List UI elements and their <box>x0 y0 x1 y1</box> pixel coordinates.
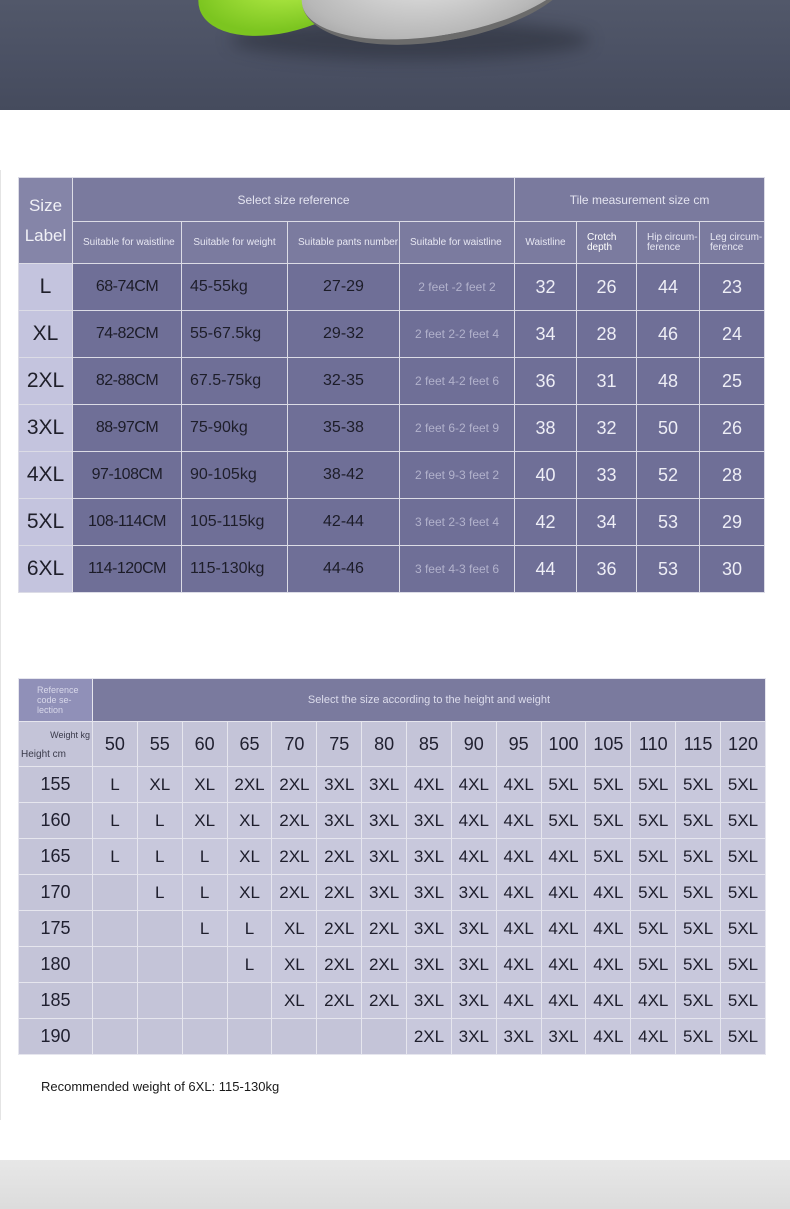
height-row <box>19 1019 766 1055</box>
weight-range: 115-130kg <box>182 546 288 593</box>
size-cell: 3XL <box>451 911 496 947</box>
measurement-2: 48 <box>637 358 700 405</box>
size-cell <box>137 983 182 1019</box>
size-cell: 5XL <box>631 947 676 983</box>
measurement-2: 50 <box>637 405 700 452</box>
size-cell: 2XL <box>317 947 362 983</box>
size-cell: 4XL <box>631 983 676 1019</box>
size-cell: 5XL <box>676 839 721 875</box>
measurement-2: 52 <box>637 452 700 499</box>
size-cell: 3XL <box>451 875 496 911</box>
size-cell: 3XL <box>407 875 452 911</box>
pants-number: 32-35 <box>288 358 400 405</box>
sub-header-0: Suitable for waistline <box>73 222 182 264</box>
size-cell: L <box>182 911 227 947</box>
weight-header: 110 <box>631 722 676 767</box>
size-cell: 5XL <box>586 767 631 803</box>
size-cell: 2XL <box>272 767 317 803</box>
size-cell: 5XL <box>676 983 721 1019</box>
size-cell: L <box>93 839 138 875</box>
measurement-1: 34 <box>577 499 637 546</box>
sub-header-7: Leg circum-ference <box>700 222 765 264</box>
size-cell: L <box>227 947 272 983</box>
size-cell: L <box>137 875 182 911</box>
measurement-1: 31 <box>577 358 637 405</box>
weight-range: 105-115kg <box>182 499 288 546</box>
size-cell: L <box>137 839 182 875</box>
height-header: 185 <box>19 983 93 1019</box>
size-row <box>19 358 765 405</box>
height-header: 165 <box>19 839 93 875</box>
size-cell: L <box>93 767 138 803</box>
measurement-0: 44 <box>515 546 577 593</box>
size-cell: 4XL <box>586 947 631 983</box>
size-cell: 2XL <box>272 875 317 911</box>
size-cell: XL <box>182 803 227 839</box>
size-spec-table <box>18 177 765 593</box>
measurement-2: 53 <box>637 499 700 546</box>
size-cell: 5XL <box>631 803 676 839</box>
size-cell: 5XL <box>631 875 676 911</box>
size-cell: 3XL <box>317 803 362 839</box>
weight-header: 60 <box>182 722 227 767</box>
measurement-1: 28 <box>577 311 637 358</box>
size-cell: 5XL <box>676 911 721 947</box>
size-cell: 2XL <box>317 983 362 1019</box>
size-cell: 3XL <box>407 947 452 983</box>
measurement-0: 38 <box>515 405 577 452</box>
measurement-3: 23 <box>700 264 765 311</box>
height-row <box>19 875 766 911</box>
measurement-3: 29 <box>700 499 765 546</box>
height-row <box>19 983 766 1019</box>
size-cell: 3XL <box>541 1019 586 1055</box>
waist-feet: 2 feet -2 feet 2 <box>400 264 515 311</box>
size-cell: 2XL <box>272 839 317 875</box>
measurement-2: 53 <box>637 546 700 593</box>
height-header: 160 <box>19 803 93 839</box>
size-label: 3XL <box>19 405 73 452</box>
waist-range: 88-97CM <box>73 405 182 452</box>
weight-header: 120 <box>721 722 766 767</box>
size-row <box>19 499 765 546</box>
size-cell: 3XL <box>407 839 452 875</box>
size-cell <box>93 875 138 911</box>
size-row <box>19 405 765 452</box>
size-cell <box>137 911 182 947</box>
measurement-3: 26 <box>700 405 765 452</box>
size-cell: 5XL <box>541 803 586 839</box>
weight-range: 75-90kg <box>182 405 288 452</box>
pants-number: 42-44 <box>288 499 400 546</box>
size-cell: 3XL <box>451 983 496 1019</box>
size-label: 5XL <box>19 499 73 546</box>
size-cell: 4XL <box>541 875 586 911</box>
sub-header-4: Waistline <box>515 222 577 264</box>
weight-header: 65 <box>227 722 272 767</box>
size-cell: XL <box>227 839 272 875</box>
weight-header: 85 <box>407 722 452 767</box>
measurement-1: 33 <box>577 452 637 499</box>
size-cell: L <box>182 875 227 911</box>
size-label: L <box>19 264 73 311</box>
size-cell: XL <box>227 803 272 839</box>
size-cell: 3XL <box>362 875 407 911</box>
height-row <box>19 803 766 839</box>
measurement-0: 34 <box>515 311 577 358</box>
measurement-3: 30 <box>700 546 765 593</box>
size-cell: 4XL <box>586 875 631 911</box>
footer-band <box>0 1160 790 1209</box>
size-cell: 5XL <box>586 803 631 839</box>
size-cell: 3XL <box>407 803 452 839</box>
size-row <box>19 546 765 593</box>
size-cell: 4XL <box>496 983 541 1019</box>
size-cell: L <box>93 803 138 839</box>
size-cell: 4XL <box>496 947 541 983</box>
waist-range: 74-82CM <box>73 311 182 358</box>
size-cell: 5XL <box>676 803 721 839</box>
size-row <box>19 452 765 499</box>
sub-header-6: Hip circum-ference <box>637 222 700 264</box>
size-cell: 5XL <box>721 911 766 947</box>
sub-header-3: Suitable for waistline <box>400 222 515 264</box>
size-cell: 5XL <box>676 947 721 983</box>
size-cell: 4XL <box>541 983 586 1019</box>
size-cell: 3XL <box>407 983 452 1019</box>
size-cell: 3XL <box>362 803 407 839</box>
weight-range: 67.5-75kg <box>182 358 288 405</box>
size-cell: 2XL <box>362 947 407 983</box>
size-cell: XL <box>227 875 272 911</box>
height-row <box>19 839 766 875</box>
sub-header-2: Suitable pants number <box>288 222 400 264</box>
size-cell: 5XL <box>721 1019 766 1055</box>
size-cell: XL <box>272 947 317 983</box>
size-cell <box>93 1019 138 1055</box>
size-cell <box>227 983 272 1019</box>
weight-range: 55-67.5kg <box>182 311 288 358</box>
size-cell: 2XL <box>317 875 362 911</box>
weight-header: 95 <box>496 722 541 767</box>
size-cell: 4XL <box>451 803 496 839</box>
waist-feet: 2 feet 2-2 feet 4 <box>400 311 515 358</box>
height-weight-size-table <box>18 678 766 1055</box>
sub-header-1: Suitable for weight <box>182 222 288 264</box>
size-cell: 4XL <box>631 1019 676 1055</box>
size-cell: 5XL <box>676 1019 721 1055</box>
size-cell: 4XL <box>541 947 586 983</box>
size-cell: 5XL <box>721 875 766 911</box>
size-cell <box>137 1019 182 1055</box>
waist-range: 82-88CM <box>73 358 182 405</box>
page-edge-line <box>0 170 1 1120</box>
size-cell: L <box>137 803 182 839</box>
size-by-height-weight-title: Select the size according to the height and weight <box>93 679 766 722</box>
size-cell: 3XL <box>317 767 362 803</box>
height-row <box>19 911 766 947</box>
reference-code-selection: Reference code se-lection <box>19 679 93 722</box>
waist-feet: 2 feet 9-3 feet 2 <box>400 452 515 499</box>
size-cell: 3XL <box>451 1019 496 1055</box>
waist-feet: 3 feet 4-3 feet 6 <box>400 546 515 593</box>
weight-header: 70 <box>272 722 317 767</box>
measurement-0: 42 <box>515 499 577 546</box>
weight-axis-label: Weight kg <box>50 730 90 740</box>
size-cell <box>93 911 138 947</box>
size-cell: 4XL <box>586 983 631 1019</box>
waist-range: 97-108CM <box>73 452 182 499</box>
waist-feet: 3 feet 2-3 feet 4 <box>400 499 515 546</box>
size-cell: XL <box>272 983 317 1019</box>
size-cell: 5XL <box>721 839 766 875</box>
size-cell: 3XL <box>451 947 496 983</box>
measurement-1: 32 <box>577 405 637 452</box>
size-cell: 4XL <box>496 911 541 947</box>
size-label: 6XL <box>19 546 73 593</box>
size-label: XL <box>19 311 73 358</box>
measurement-0: 40 <box>515 452 577 499</box>
size-cell: 3XL <box>362 839 407 875</box>
height-row <box>19 947 766 983</box>
size-cell <box>182 947 227 983</box>
size-cell: 2XL <box>362 911 407 947</box>
size-cell: 4XL <box>451 767 496 803</box>
size-cell: 4XL <box>496 767 541 803</box>
size-cell: 2XL <box>227 767 272 803</box>
measurement-3: 24 <box>700 311 765 358</box>
size-row <box>19 264 765 311</box>
size-cell: 4XL <box>496 839 541 875</box>
waist-range: 108-114CM <box>73 499 182 546</box>
recommendation-note: Recommended weight of 6XL: 115-130kg <box>41 1079 280 1094</box>
size-cell <box>227 1019 272 1055</box>
height-header: 175 <box>19 911 93 947</box>
size-cell: 5XL <box>631 839 676 875</box>
height-header: 170 <box>19 875 93 911</box>
pants-number: 35-38 <box>288 405 400 452</box>
weight-header: 50 <box>93 722 138 767</box>
size-cell: 5XL <box>721 947 766 983</box>
size-label: 4XL <box>19 452 73 499</box>
height-row <box>19 767 766 803</box>
size-cell: 4XL <box>541 839 586 875</box>
weight-header: 55 <box>137 722 182 767</box>
size-cell: 5XL <box>541 767 586 803</box>
size-cell: 5XL <box>721 803 766 839</box>
size-cell: L <box>182 839 227 875</box>
height-header: 190 <box>19 1019 93 1055</box>
size-cell: 4XL <box>496 803 541 839</box>
size-cell <box>93 947 138 983</box>
measurement-0: 36 <box>515 358 577 405</box>
size-cell <box>93 983 138 1019</box>
weight-header: 105 <box>586 722 631 767</box>
size-cell <box>182 1019 227 1055</box>
size-cell: 3XL <box>407 911 452 947</box>
size-cell: 3XL <box>496 1019 541 1055</box>
size-cell <box>182 983 227 1019</box>
weight-range: 90-105kg <box>182 452 288 499</box>
size-cell: 4XL <box>586 911 631 947</box>
size-cell: 3XL <box>362 767 407 803</box>
size-cell: 2XL <box>317 839 362 875</box>
waist-range: 68-74CM <box>73 264 182 311</box>
measurement-0: 32 <box>515 264 577 311</box>
size-cell: XL <box>182 767 227 803</box>
size-cell: 5XL <box>631 911 676 947</box>
size-cell: 5XL <box>586 839 631 875</box>
sub-header-5: Crotch depth <box>577 222 637 264</box>
weight-header: 80 <box>362 722 407 767</box>
weight-header: 75 <box>317 722 362 767</box>
weight-header: 115 <box>676 722 721 767</box>
height-axis-label: Height cm <box>21 749 67 760</box>
measurement-3: 28 <box>700 452 765 499</box>
pants-number: 29-32 <box>288 311 400 358</box>
size-cell: 4XL <box>496 875 541 911</box>
size-cell: XL <box>137 767 182 803</box>
size-cell: 5XL <box>631 767 676 803</box>
size-cell <box>272 1019 317 1055</box>
size-cell: 5XL <box>676 875 721 911</box>
tile-measurement-header: Tile measurement size cm <box>515 178 765 222</box>
size-cell: 4XL <box>541 911 586 947</box>
size-label-header: Size Label <box>19 178 73 264</box>
height-header: 155 <box>19 767 93 803</box>
measurement-1: 36 <box>577 546 637 593</box>
waist-feet: 2 feet 4-2 feet 6 <box>400 358 515 405</box>
measurement-2: 44 <box>637 264 700 311</box>
size-cell <box>362 1019 407 1055</box>
height-header: 180 <box>19 947 93 983</box>
size-cell: 5XL <box>676 767 721 803</box>
size-cell <box>137 947 182 983</box>
size-cell: 5XL <box>721 983 766 1019</box>
size-cell: XL <box>272 911 317 947</box>
size-cell: 2XL <box>362 983 407 1019</box>
size-cell: 4XL <box>407 767 452 803</box>
select-size-reference-header: Select size reference <box>73 178 515 222</box>
weight-range: 45-55kg <box>182 264 288 311</box>
size-label: 2XL <box>19 358 73 405</box>
weight-header: 90 <box>451 722 496 767</box>
pants-number: 44-46 <box>288 546 400 593</box>
weight-header: 100 <box>541 722 586 767</box>
waist-range: 114-120CM <box>73 546 182 593</box>
size-cell: 2XL <box>407 1019 452 1055</box>
waist-feet: 2 feet 6-2 feet 9 <box>400 405 515 452</box>
size-cell <box>317 1019 362 1055</box>
pants-number: 27-29 <box>288 264 400 311</box>
size-cell: 2XL <box>272 803 317 839</box>
size-cell: 4XL <box>451 839 496 875</box>
axis-corner-cell <box>19 722 93 767</box>
measurement-3: 25 <box>700 358 765 405</box>
measurement-1: 26 <box>577 264 637 311</box>
size-cell: 4XL <box>586 1019 631 1055</box>
size-cell: L <box>227 911 272 947</box>
pants-number: 38-42 <box>288 452 400 499</box>
measurement-2: 46 <box>637 311 700 358</box>
hero-banner <box>0 0 790 110</box>
size-cell: 5XL <box>721 767 766 803</box>
size-row <box>19 311 765 358</box>
size-cell: 2XL <box>317 911 362 947</box>
